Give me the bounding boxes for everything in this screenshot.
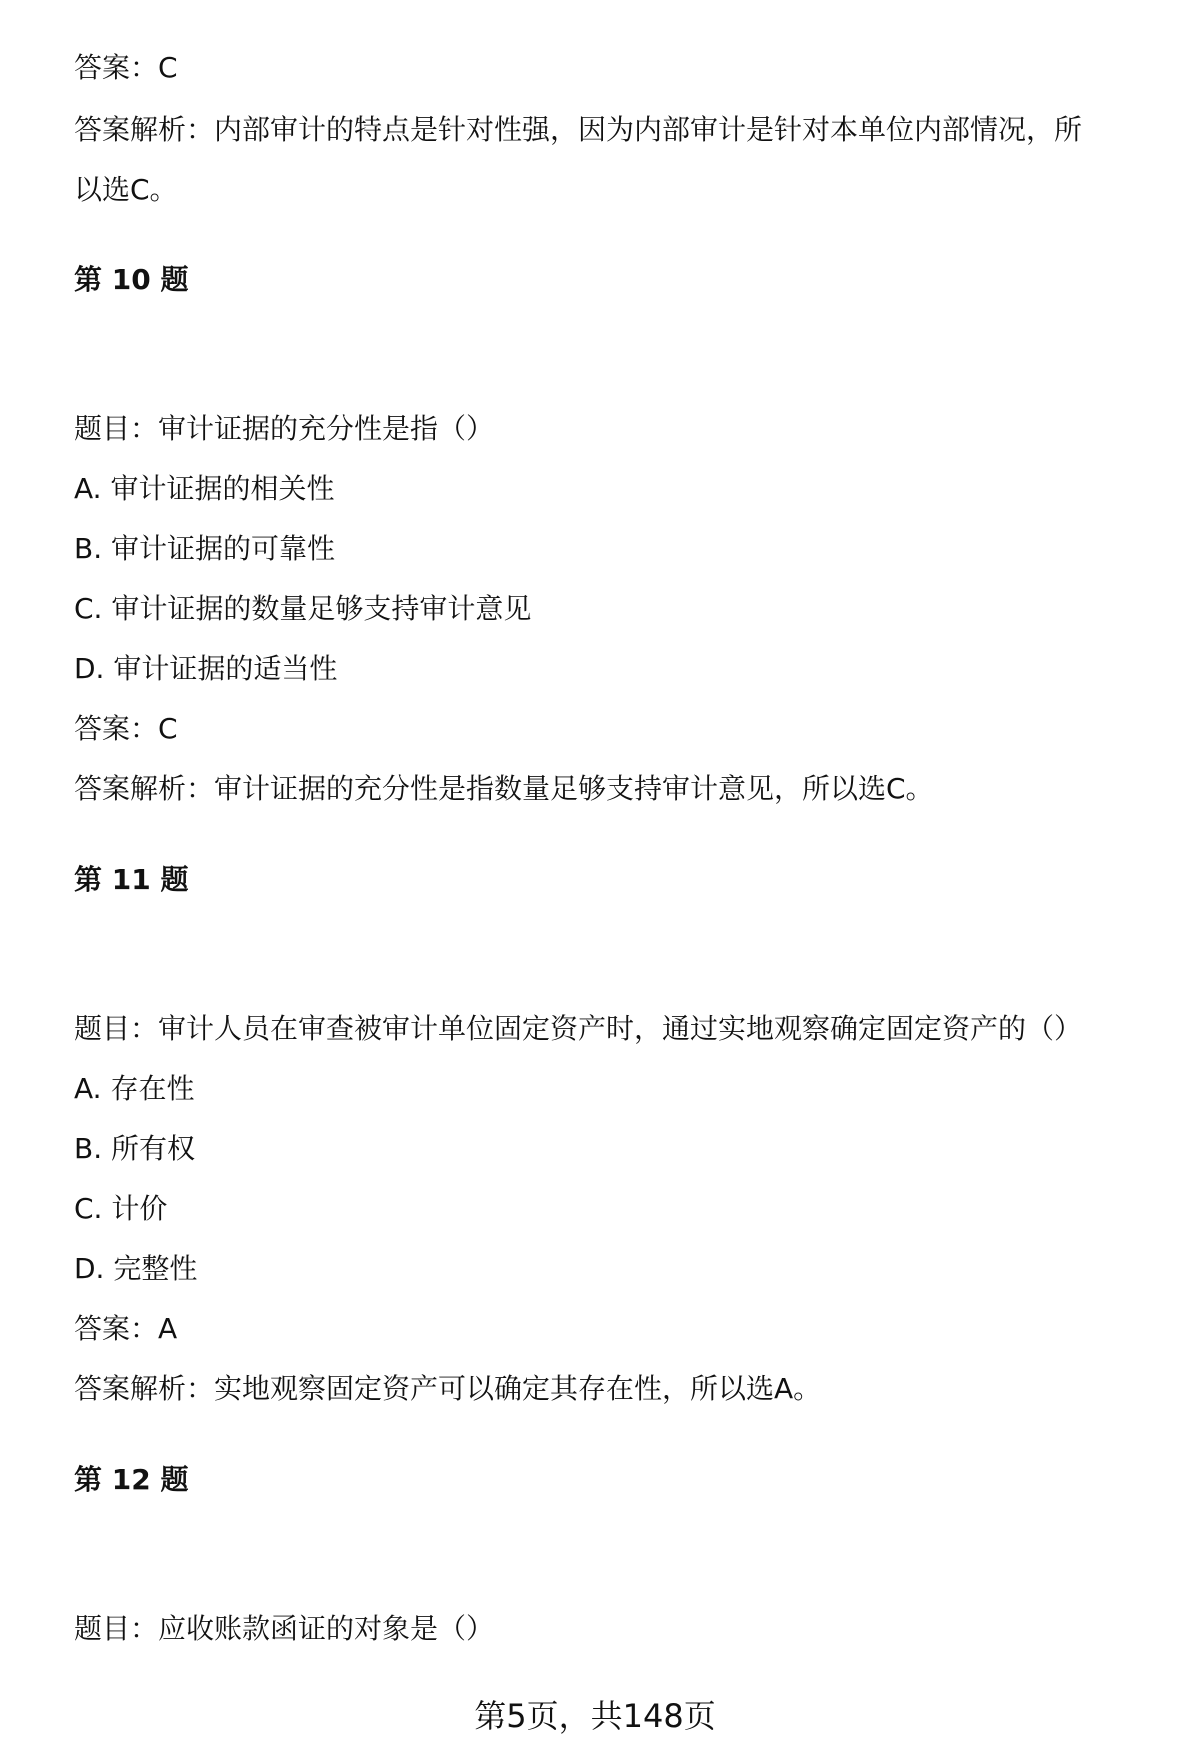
question-10-option-d: D. 审计证据的适当性	[74, 652, 338, 685]
question-10-answer: 答案：C	[74, 712, 178, 745]
question-11-option-a: A. 存在性	[74, 1072, 195, 1105]
prev-explanation-line1: 答案解析：内部审计的特点是针对性强，因为内部审计是针对本单位内部情况，所	[74, 113, 1083, 146]
question-11-option-d: D. 完整性	[74, 1252, 198, 1285]
question-10-explanation: 答案解析：审计证据的充分性是指数量足够支持审计意见，所以选C。	[74, 772, 934, 805]
prev-explanation-line2: 以选C。	[74, 173, 178, 206]
question-11-heading: 第 11 题	[74, 863, 189, 896]
question-12-stem: 题目：应收账款函证的对象是（）	[74, 1612, 495, 1645]
page-footer: 第5页，共148页	[474, 1697, 716, 1735]
question-10-heading: 第 10 题	[74, 263, 189, 296]
question-10-option-b: B. 审计证据的可靠性	[74, 532, 336, 565]
question-11-explanation: 答案解析：实地观察固定资产可以确定其存在性，所以选A。	[74, 1372, 822, 1405]
question-12-heading: 第 12 题	[74, 1463, 189, 1496]
prev-answer: 答案：C	[74, 51, 178, 84]
question-11-option-c: C. 计价	[74, 1192, 168, 1225]
question-10-stem: 题目：审计证据的充分性是指（）	[74, 412, 495, 445]
question-11-stem: 题目：审计人员在审查被审计单位固定资产时，通过实地观察确定固定资产的（）	[74, 1012, 1083, 1045]
question-11-answer: 答案：A	[74, 1312, 178, 1345]
question-11-option-b: B. 所有权	[74, 1132, 196, 1165]
question-10-option-a: A. 审计证据的相关性	[74, 472, 335, 505]
question-10-option-c: C. 审计证据的数量足够支持审计意见	[74, 592, 532, 625]
